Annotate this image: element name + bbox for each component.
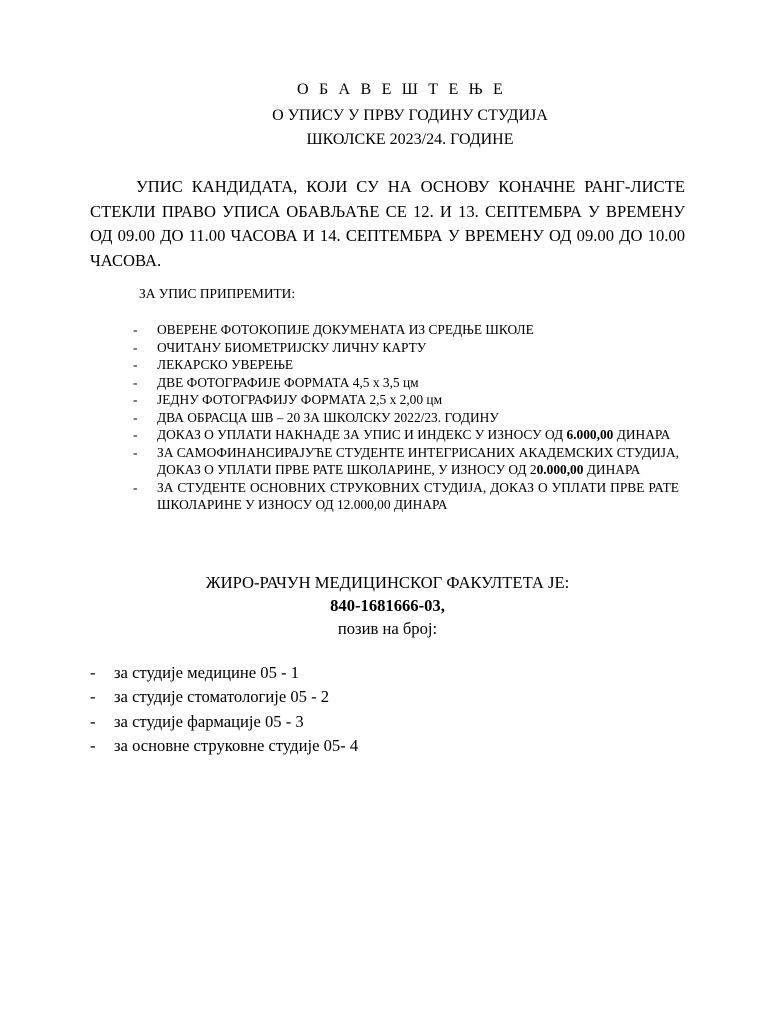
- reference-number-item: [90, 685, 358, 709]
- list-bullet: -: [133, 339, 138, 355]
- list-bullet: -: [90, 735, 96, 755]
- requirement-text: ДВЕ ФОТОГРАФИЈЕ ФОРМАТА 4,5 x 3,5 цм: [157, 374, 419, 390]
- requirement-item: [133, 444, 679, 479]
- requirement-text: ОЧИТАНУ БИОМЕТРИЈСКУ ЛИЧНУ КАРТУ: [157, 339, 427, 355]
- prepare-heading: ЗА УПИС ПРИПРЕМИТИ:: [139, 286, 296, 301]
- list-bullet: -: [133, 444, 138, 460]
- reference-number-text: за основне струковне студије 05- 4: [114, 735, 359, 755]
- requirement-item: [133, 321, 679, 339]
- requirement-text: [157, 445, 679, 478]
- list-bullet: -: [133, 374, 138, 390]
- requirement-text: ДВА ОБРАСЦА ШВ – 20 ЗА ШКОЛСКУ 2022/23. ГОДИНУ: [157, 409, 499, 425]
- requirement-item: [133, 426, 679, 444]
- giro-account-heading: ЖИРО-РАЧУН МЕДИЦИНСКОГ ФАКУЛТЕТА ЈЕ:: [205, 573, 570, 592]
- notice-subtitle-enrollment: О УПИСУ У ПРВУ ГОДИНУ СТУДИЈА: [272, 107, 548, 124]
- requirement-item: [133, 374, 679, 392]
- requirement-text-part: ДИНАРА: [583, 462, 641, 477]
- list-bullet: -: [133, 322, 138, 337]
- reference-number-item: [90, 710, 358, 734]
- requirement-text: ЗА СТУДЕНТЕ ОСНОВНИХ СТРУКОВНИХ СТУДИЈА, ДОКАЗ О УПЛАТИ ПРВЕ РАТЕ ШКОЛАРИНЕ У ИЗНОСУ ОД 12.000,00 ДИНАРА: [157, 479, 679, 512]
- requirement-text-part: ЗА САМОФИНАНСИРАЈУЋЕ СТУДЕНТЕ ИНТЕГРИСАНИХ АКАДЕМСКИХ СТУДИЈА, ДОКАЗ О УПЛАТИ ПРВЕ РАТЕ ШКОЛАРИНЕ, У ИЗНОСУ ОД 2: [157, 444, 679, 477]
- list-bullet: -: [90, 687, 96, 707]
- giro-account-number: 840-1681666-03,: [330, 596, 445, 615]
- reference-number-item: [90, 661, 358, 685]
- list-bullet: -: [133, 479, 138, 495]
- requirements-list: [133, 321, 679, 514]
- list-bullet: -: [133, 409, 138, 425]
- fee-amount: 6.000,00: [566, 427, 614, 442]
- requirement-text: ОВЕРЕНЕ ФОТОКОПИЈЕ ДОКУМЕНАТА ИЗ СРЕДЊЕ ШКОЛЕ: [157, 322, 534, 337]
- list-bullet: -: [133, 357, 138, 372]
- notice-title: О Б А В Е Ш Т Е Њ Е: [297, 81, 506, 98]
- list-bullet: -: [90, 711, 96, 731]
- list-bullet: -: [90, 663, 96, 682]
- reference-number-text: за студије фармације 05 - 3: [114, 711, 304, 731]
- reference-number-label: позив на број:: [337, 619, 438, 638]
- list-bullet: -: [133, 427, 138, 442]
- notice-subtitle-school-year: ШКОЛСКЕ 2023/24. ГОДИНЕ: [306, 131, 514, 148]
- reference-number-text: за студије медицине 05 - 1: [114, 663, 300, 682]
- requirement-item: [133, 391, 679, 409]
- requirement-item: [133, 409, 679, 427]
- enrollment-schedule-paragraph: УПИС КАНДИДАТА, КОЈИ СУ НА ОСНОВУ КОНАЧНЕ РАНГ-ЛИСТЕ СТЕКЛИ ПРАВО УПИСА ОБАВЉАЋЕ СЕ 12. И 13. СЕПТЕМБРА У ВРЕМЕНУ ОД 09.00 ДО 11.00 ЧАСОВА И 14. СЕПТЕМБРА У ВРЕМЕНУ ОД 09.00 ДО 10.00 ЧАСОВА.: [90, 177, 685, 270]
- requirement-item: [133, 356, 679, 374]
- requirement-text-part: ДИНАРА: [613, 427, 671, 442]
- reference-number-item: [90, 734, 358, 758]
- reference-number-list: [90, 661, 358, 758]
- requirement-item: [133, 339, 679, 357]
- requirement-text: ЈЕДНУ ФОТОГРАФИЈУ ФОРМАТА 2,5 x 2,00 цм: [157, 392, 443, 407]
- list-bullet: -: [133, 392, 138, 407]
- tuition-amount: 0.000,00: [536, 462, 584, 477]
- reference-number-text: за студије стоматологије 05 - 2: [114, 687, 330, 707]
- requirement-text: ЛЕКАРСКО УВЕРЕЊЕ: [157, 357, 294, 372]
- requirement-text-part: ДОКАЗ О УПЛАТИ НАКНАДЕ ЗА УПИС И ИНДЕКС У ИЗНОСУ ОД: [157, 427, 567, 442]
- requirement-text: [157, 427, 670, 442]
- requirement-item: [133, 479, 679, 514]
